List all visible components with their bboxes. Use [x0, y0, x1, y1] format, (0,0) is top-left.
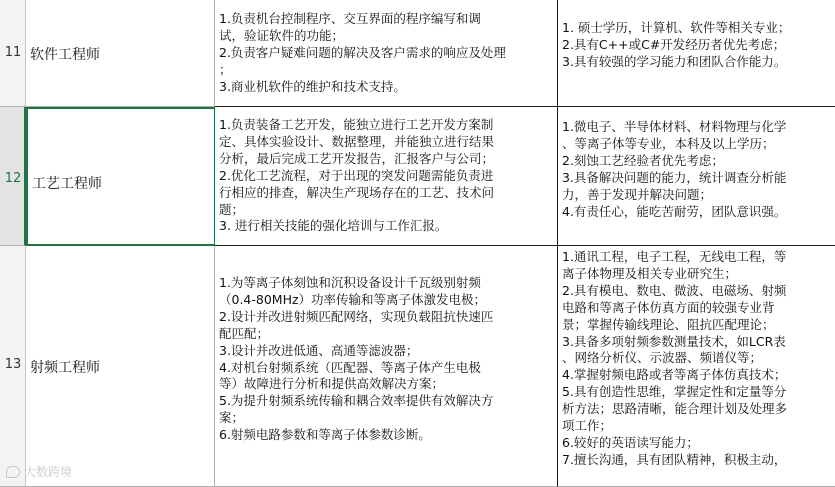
text-line: 3.设计并改进低通、高通等滤波器；: [219, 342, 419, 358]
text-line: 案；: [219, 410, 245, 426]
text-line: 2.具有模电、数电、微波、电磁场、射频: [562, 282, 787, 298]
text-line: 、网络分析仪、示波器、频谱仪等；: [562, 350, 763, 366]
duties-cell[interactable]: [215, 0, 558, 107]
text-line: 1.通讯工程，电子工程，无线电工程，等: [562, 249, 787, 264]
requirements-text: [562, 119, 833, 220]
job-title-cell[interactable]: [26, 246, 215, 487]
text-line: 题；: [219, 201, 245, 217]
text-line: 项工作；: [562, 418, 613, 434]
text-line: 配匹配；: [219, 325, 270, 341]
text-line: 3.具有较强的学习能力和团队合作能力。: [562, 53, 787, 69]
table-row-12[interactable]: [0, 107, 835, 246]
duties-text: [219, 11, 555, 96]
job-title: 射频工程师: [30, 360, 100, 376]
row-number: 12: [4, 171, 22, 186]
row-number: 11: [4, 45, 22, 60]
table-row-11[interactable]: [0, 0, 835, 107]
text-line: 1.负责机台控制程序、交互界面的程序编写和调: [219, 11, 481, 26]
text-line: 4.对机台射频系统（匹配器、等离子体产生电极: [219, 359, 481, 375]
text-line: 电路和等离子体仿真方面的较强专业背: [562, 299, 775, 315]
text-line: 3.商业机软件的维护和技术支持。: [219, 78, 406, 94]
text-line: 分析，最后完成工艺开发报告，汇报客户与公司；: [219, 150, 495, 166]
text-line: 1.为等离子体刻蚀和沉积设备设计千瓦级别射频: [219, 275, 481, 290]
job-title: 软件工程师: [30, 47, 100, 63]
text-line: 2.刻蚀工艺经验者优先考虑；: [562, 152, 724, 168]
text-line: 1. 硕士学历，计算机、软件等相关专业；: [562, 20, 791, 35]
text-line: 7.擅长沟通，具有团队精神，积极主动，: [562, 451, 787, 467]
duties-cell[interactable]: [215, 107, 558, 246]
text-line: 3.具备多项射频参数测量技术，如LCR表: [562, 333, 786, 349]
text-line: 5.为提升射频系统传输和耦合效率提供有效解决方: [219, 393, 494, 409]
table-row-13[interactable]: [0, 246, 835, 487]
text-line: 景；掌握传输线理论、阻抗匹配理论；: [562, 316, 775, 332]
text-line: 1.微电子、半导体材料、材料物理与化学: [562, 119, 787, 134]
text-line: ；: [219, 61, 232, 77]
text-line: 行相应的排查，解决生产现场存在的工艺、技术问: [219, 184, 495, 200]
row-header-selected[interactable]: [0, 107, 26, 246]
row-number: 13: [4, 357, 22, 372]
text-line: 析方法；思路清晰，能合理计划及处理多: [562, 401, 788, 417]
row-header[interactable]: [0, 0, 26, 107]
duties-text: [219, 117, 555, 235]
requirements-cell[interactable]: [558, 246, 835, 487]
text-line: 2.优化工艺流程，对于出现的突发问题需能负责进: [219, 167, 494, 183]
requirements-cell[interactable]: [558, 0, 835, 107]
requirements-cell[interactable]: [558, 107, 835, 246]
text-line: 、等离子体等专业，本科及以上学历；: [562, 135, 775, 151]
text-line: 定、具体实验设计、数据整理，并能独立进行结果: [219, 133, 495, 149]
text-line: 6.较好的英语读写能力；: [562, 434, 699, 450]
text-line: 离子体物理及相关专业研究生；: [562, 265, 738, 281]
requirements-text: [562, 20, 833, 71]
text-line: 4.有责任心，能吃苦耐劳，团队意识强。: [562, 203, 787, 219]
text-line: 3.具备解决问题的能力，统计调查分析能: [562, 169, 787, 185]
duties-text: [219, 275, 555, 444]
text-line: 3. 进行相关技能的强化培训与工作汇报。: [219, 218, 448, 234]
job-title-cell-selected[interactable]: [26, 107, 215, 246]
chat-bubble-icon: [6, 466, 20, 478]
text-line: 6.射频电路参数和等离子体参数诊断。: [219, 427, 431, 443]
job-title: 工艺工程师: [32, 176, 102, 192]
text-line: 2.具有C++或C#开发经历者优先考虑；: [562, 36, 786, 52]
requirements-text: [562, 249, 833, 469]
text-line: 试，验证软件的功能；: [219, 27, 345, 43]
text-line: 4.掌握射频电路或者等离子体仿真技术；: [562, 367, 787, 383]
job-title-cell[interactable]: [26, 0, 215, 107]
watermark-text: 大数跨境: [24, 465, 73, 479]
duties-cell[interactable]: [215, 246, 558, 487]
text-line: 2.负责客户疑难问题的解决及客户需求的响应及处理: [219, 44, 506, 60]
watermark: [6, 463, 72, 480]
text-line: 2.设计并改进射频匹配网络，实现负载阻抗快速匹: [219, 308, 494, 324]
text-line: 力，善于发现并解决问题；: [562, 186, 713, 202]
text-line: 等）故障进行分析和提供高效解决方案；: [219, 376, 445, 392]
text-line: 1.负责装备工艺开发，能独立进行工艺开发方案制: [219, 117, 494, 132]
row-header[interactable]: [0, 246, 26, 487]
text-line: （0.4-80MHz）功率传输和等离子体激发电极；: [219, 291, 487, 307]
text-line: 5.具有创造性思维，掌握定性和定量等分: [562, 384, 787, 400]
